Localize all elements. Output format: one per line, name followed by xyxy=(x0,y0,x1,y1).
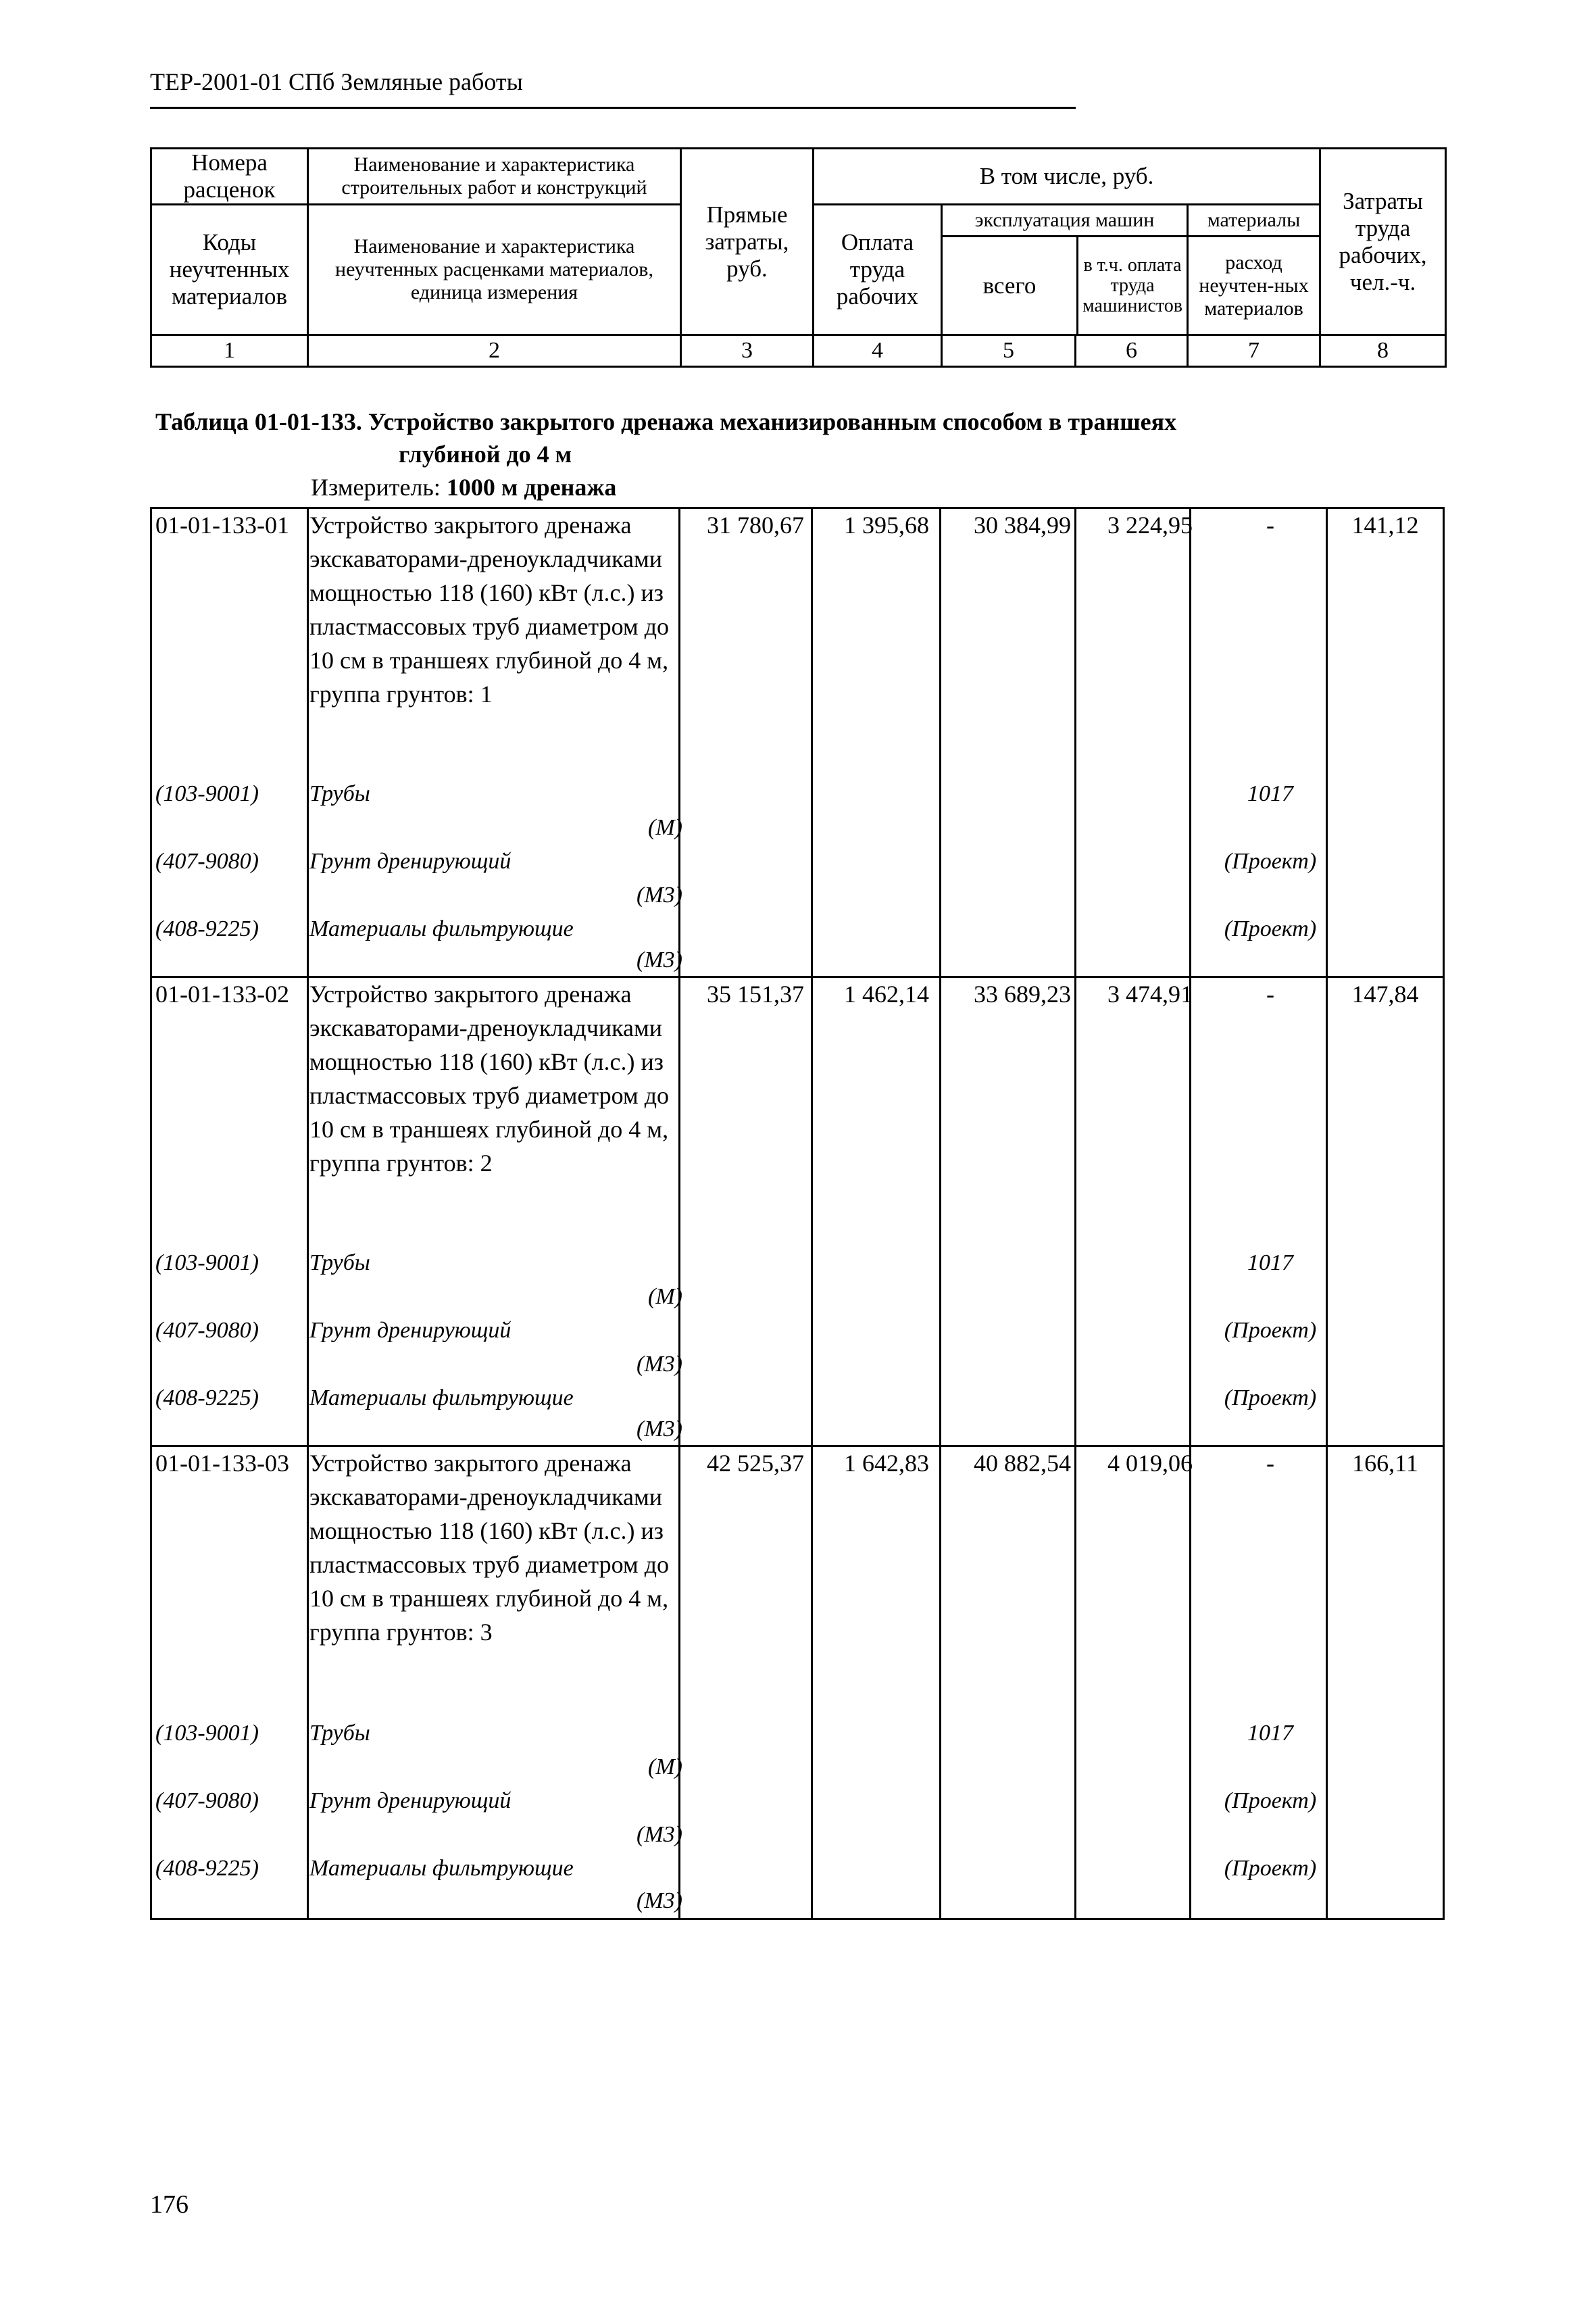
material-name: Материалы фильтрующие xyxy=(309,1385,574,1410)
grid-line xyxy=(307,507,309,1919)
material-code: (407-9080) xyxy=(155,1318,259,1343)
materials-cost: - xyxy=(1266,1450,1274,1477)
material-unit: (М) xyxy=(648,815,682,840)
table-title xyxy=(155,405,1439,470)
material-name: Трубы xyxy=(309,1250,370,1275)
grid-line xyxy=(1443,507,1445,1919)
rate-code: 01-01-133-03 xyxy=(155,1450,289,1477)
header-material-names: Наименование и характеристика неучтенных расценками материалов, единица измерения xyxy=(308,205,681,335)
rate-code: 01-01-133-01 xyxy=(155,512,289,539)
machinists-pay: 3 474,91 xyxy=(1107,981,1193,1008)
material-code: (408-9225) xyxy=(155,1385,259,1410)
machinists-pay: 3 224,95 xyxy=(1107,512,1193,539)
header-unaccounted-materials: расход неучтен-ных материалов xyxy=(1199,251,1309,320)
header-labor-hours: Затраты труда рабочих, чел.-ч. xyxy=(1320,149,1446,335)
labor-pay: 1 395,68 xyxy=(844,512,929,539)
header-machinists-pay: в т.ч. оплата труда машинистов xyxy=(1082,254,1182,316)
measure-unit xyxy=(311,473,616,501)
grid-line xyxy=(150,507,152,1919)
material-unit: (М3) xyxy=(637,883,682,908)
material-code: (408-9225) xyxy=(155,916,259,941)
header-rate-numbers: Номера расценок xyxy=(151,149,308,205)
materials-cost: - xyxy=(1266,981,1274,1008)
material-name: Трубы xyxy=(309,781,370,806)
material-unit: (М) xyxy=(648,1754,682,1779)
column-header-table xyxy=(150,147,1447,368)
grid-line xyxy=(1189,507,1191,1919)
work-description: Устройство закрытого дренажа экскаваторами-дреноукладчиками мощностью 118 (160) кВт (л.с.) из пластмассовых труб диаметром до 10 см в траншеях глубиной до 4 м, группа грунтов: 2 xyxy=(309,981,670,1177)
header-number: 2 xyxy=(308,335,681,367)
header-material-codes: Коды неучтенных материалов xyxy=(151,205,308,335)
labor-pay: 1 462,14 xyxy=(844,981,929,1008)
document-title: ТЕР-2001-01 СПб Земляные работы xyxy=(150,68,523,95)
material-consumption: 1017 xyxy=(1247,1721,1293,1746)
grid-line xyxy=(939,507,941,1919)
material-name: Материалы фильтрующие xyxy=(309,916,574,941)
table-title-line2: глубиной до 4 м xyxy=(399,441,572,468)
material-code: (407-9080) xyxy=(155,849,259,874)
grid-line xyxy=(1326,507,1328,1919)
material-unit: (М3) xyxy=(637,1888,682,1913)
header-materials-title: материалы xyxy=(1189,205,1319,237)
header-labor-pay: Оплата труда рабочих xyxy=(814,205,942,335)
material-name: Грунт дренирующий xyxy=(309,849,512,874)
header-machines-group xyxy=(942,205,1188,335)
machinists-pay: 4 019,06 xyxy=(1107,1450,1193,1477)
rate-code: 01-01-133-02 xyxy=(155,981,289,1008)
measure-unit-label: Измеритель: xyxy=(311,474,441,501)
labor-hours: 166,11 xyxy=(1352,1450,1418,1477)
direct-costs: 35 151,37 xyxy=(707,981,804,1008)
table-title-line1: Таблица 01-01-133. Устройство закрытого дренажа механизированным способом в траншеях xyxy=(155,408,1177,435)
header-work-name: Наименование и характеристика строительных работ и конструкций xyxy=(308,149,681,205)
material-consumption: 1017 xyxy=(1247,781,1293,806)
material-consumption: (Проект) xyxy=(1224,1385,1317,1410)
material-unit: (М3) xyxy=(637,1822,682,1847)
material-name: Грунт дренирующий xyxy=(309,1788,512,1813)
labor-pay: 1 642,83 xyxy=(844,1450,929,1477)
material-name: Трубы xyxy=(309,1721,370,1746)
material-consumption: (Проект) xyxy=(1224,849,1317,874)
header-including-group: В том числе, руб. xyxy=(814,149,1320,205)
header-number-row xyxy=(151,335,1446,367)
material-consumption: (Проект) xyxy=(1224,1856,1317,1881)
labor-hours: 141,12 xyxy=(1351,512,1419,539)
material-code: (103-9001) xyxy=(155,781,259,806)
grid-line xyxy=(678,507,680,1919)
header-number: 5 xyxy=(942,335,1076,367)
material-consumption: (Проект) xyxy=(1224,916,1317,941)
material-code: (408-9225) xyxy=(155,1856,259,1881)
header-machines-title: эксплуатация машин xyxy=(943,205,1187,237)
material-unit: (М3) xyxy=(637,1417,682,1442)
material-unit: (М) xyxy=(648,1284,682,1309)
machines-total: 33 689,23 xyxy=(974,981,1071,1008)
measure-unit-value: 1000 м дренажа xyxy=(446,474,617,501)
header-materials-group xyxy=(1188,205,1320,335)
material-consumption: 1017 xyxy=(1247,1250,1293,1275)
material-name: Материалы фильтрующие xyxy=(309,1856,574,1881)
header-number: 3 xyxy=(681,335,814,367)
direct-costs: 42 525,37 xyxy=(707,1450,804,1477)
work-description: Устройство закрытого дренажа экскаваторами-дреноукладчиками мощностью 118 (160) кВт (л.с.) из пластмассовых труб диаметром до 10 см в траншеях глубиной до 4 м, группа грунтов: 1 xyxy=(309,512,670,708)
machines-total: 40 882,54 xyxy=(974,1450,1071,1477)
materials-cost: - xyxy=(1266,512,1274,539)
labor-hours: 147,84 xyxy=(1351,981,1419,1008)
header-number: 6 xyxy=(1076,335,1188,367)
title-divider xyxy=(150,107,1076,109)
material-consumption: (Проект) xyxy=(1224,1788,1317,1813)
material-code: (103-9001) xyxy=(155,1250,259,1275)
material-code: (103-9001) xyxy=(155,1721,259,1746)
row-divider xyxy=(150,1918,1445,1920)
material-name: Грунт дренирующий xyxy=(309,1318,512,1343)
material-consumption: (Проект) xyxy=(1224,1318,1317,1343)
work-description: Устройство закрытого дренажа экскаваторами-дреноукладчиками мощностью 118 (160) кВт (л.с.) из пластмассовых труб диаметром до 10 см в траншеях глубиной до 4 м, группа грунтов: 3 xyxy=(309,1450,670,1646)
header-number: 1 xyxy=(151,335,308,367)
material-code: (407-9080) xyxy=(155,1788,259,1813)
material-unit: (М3) xyxy=(637,1352,682,1377)
page-number: 176 xyxy=(150,2190,189,2219)
direct-costs: 31 780,67 xyxy=(707,512,804,539)
header-number: 7 xyxy=(1188,335,1320,367)
header-direct-costs: Прямые затраты, руб. xyxy=(681,149,814,335)
header-number: 8 xyxy=(1320,335,1446,367)
header-machines-total: всего xyxy=(943,237,1078,334)
grid-line xyxy=(811,507,813,1919)
material-unit: (М3) xyxy=(637,947,682,973)
machines-total: 30 384,99 xyxy=(974,512,1071,539)
grid-line xyxy=(1074,507,1076,1919)
header-number: 4 xyxy=(814,335,942,367)
